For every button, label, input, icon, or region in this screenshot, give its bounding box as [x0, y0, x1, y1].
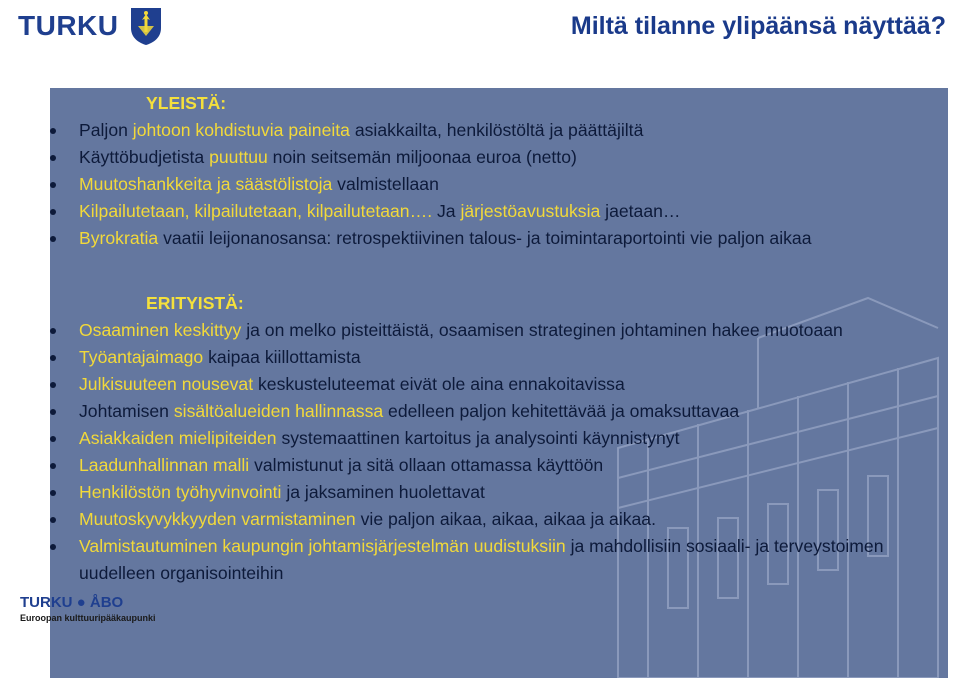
- specific-bullet-item: [30, 317, 950, 344]
- bullet-text: noin seitsemän miljoonaa euroa (netto): [267, 147, 577, 167]
- specific-bullet-item: [30, 425, 950, 452]
- bullet-text: vie paljon aikaa, aikaa, aikaa ja aikaa.: [355, 509, 656, 529]
- general-list: [30, 117, 950, 252]
- highlighted-text: Muutoskyvykkyyden varmistaminen: [79, 509, 356, 529]
- bullet-text: ja mahdollisiin sosiaali- ja terveystoimen uudelleen organisointeihin: [79, 536, 884, 583]
- turku-logo: [18, 6, 163, 46]
- specific-bullet-item: [30, 506, 950, 533]
- bullet-text: ja jaksaminen huolettavat: [281, 482, 485, 502]
- highlighted-text: Julkisuuteen nousevat: [79, 374, 254, 394]
- footer-logo: [20, 594, 160, 626]
- bullet-text: valmistunut ja sitä ollaan ottamassa käyttöön: [249, 455, 604, 475]
- general-bullet-item: [30, 171, 950, 198]
- specific-bullet-item: [30, 344, 950, 371]
- specific-bullet-item: [30, 371, 950, 398]
- specific-bullet-item: [30, 398, 950, 425]
- specific-heading: ERITYISTÄ:: [146, 293, 244, 313]
- specific-bullet-item: [30, 533, 950, 587]
- highlighted-text: Asiakkaiden mielipiteiden: [79, 428, 277, 448]
- bullet-text: Ja: [432, 201, 461, 221]
- highlighted-text: puuttuu: [209, 147, 268, 167]
- specific-list: [30, 317, 950, 587]
- highlighted-text: Byrokratia: [79, 228, 159, 248]
- general-bullet-item: [30, 225, 950, 252]
- specific-bullet-item: [30, 452, 950, 479]
- highlighted-text: Valmistautuminen kaupungin johtamisjärjestelmän uudistuksiin: [79, 536, 566, 556]
- highlighted-text: Osaaminen keskittyy: [79, 320, 242, 340]
- highlighted-text: Työantajaimago: [79, 347, 204, 367]
- highlighted-text: sisältöalueiden hallinnassa: [173, 401, 384, 421]
- bullet-text: asiakkailta, henkilöstöltä ja päättäjiltä: [349, 120, 644, 140]
- bullet-text: Paljon: [79, 120, 133, 140]
- slide-title: Miltä tilanne ylipäänsä näyttää?: [570, 12, 946, 40]
- highlighted-text: Laadunhallinnan malli: [79, 455, 250, 475]
- bullet-text: vaatii leijonanosansa: retrospektiivinen talous- ja toimintaraportointi vie paljon aikaa: [158, 228, 812, 248]
- general-heading: YLEISTÄ:: [146, 93, 227, 113]
- bullet-text: Käyttöbudjetista: [79, 147, 210, 167]
- bullet-text: valmistellaan: [332, 174, 439, 194]
- general-bullet-item: [30, 117, 950, 144]
- bullet-text: ja on melko pisteittäistä, osaamisen strateginen johtaminen hakee muotoaan: [241, 320, 843, 340]
- bullet-text: kaipaa kiillottamista: [203, 347, 361, 367]
- bullet-text: keskusteluteemat eivät ole aina ennakoitavissa: [253, 374, 625, 394]
- general-bullet-item: [30, 198, 950, 225]
- highlighted-text: johtoon kohdistuvia paineita: [132, 120, 350, 140]
- coat-of-arms-icon: [129, 6, 163, 46]
- bullet-text: jaetaan…: [600, 201, 681, 221]
- general-bullet-item: [30, 144, 950, 171]
- footer-logo-subtext: Euroopan kulttuuripääkaupunki: [20, 613, 156, 623]
- logo-text: TURKU: [18, 10, 119, 41]
- specific-bullet-item: [30, 479, 950, 506]
- slide-text: [30, 90, 950, 587]
- highlighted-text: Muutoshankkeita ja säästölistoja: [79, 174, 333, 194]
- bullet-text: Johtamisen: [79, 401, 174, 421]
- highlighted-text: järjestöavustuksia: [460, 201, 601, 221]
- bullet-text: edelleen paljon kehitettävää ja omaksuttavaa: [383, 401, 740, 421]
- highlighted-text: Henkilöstön työhyvinvointi: [79, 482, 282, 502]
- highlighted-text: Kilpailutetaan, kilpailutetaan, kilpailutetaan….: [79, 201, 433, 221]
- footer-logo-text: TURKU ● ÅBO: [20, 594, 124, 611]
- bullet-text: systemaattinen kartoitus ja analysointi käynnistynyt: [276, 428, 680, 448]
